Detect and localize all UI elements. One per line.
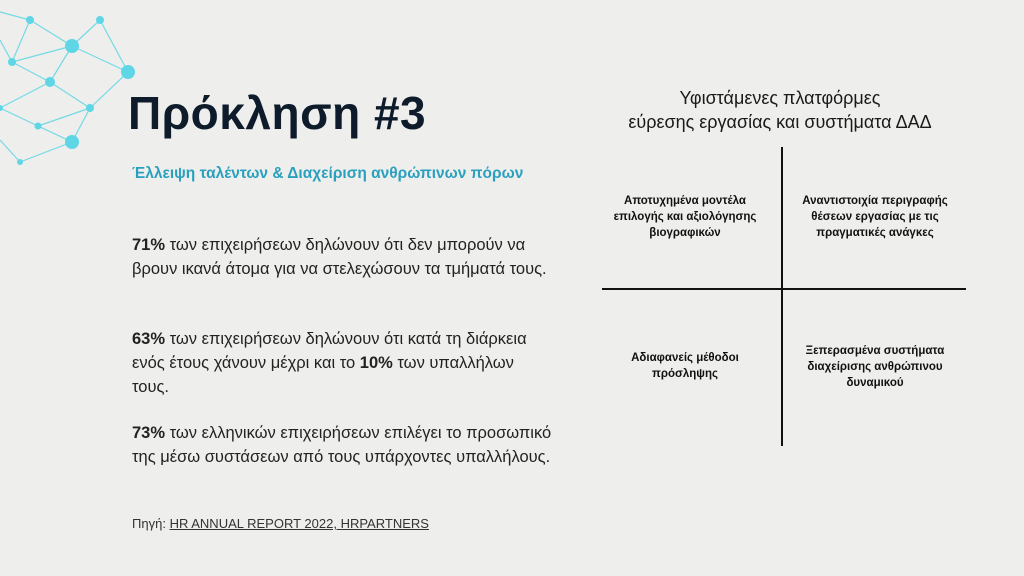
stat-highlight: 63%	[132, 330, 166, 348]
stat-highlight: 73%	[132, 424, 166, 442]
slide-title: Πρόκληση #3	[128, 87, 427, 139]
matrix-quadrant-top-left: Αποτυχημένα μοντέλα επιλογής και αξιολόγησης βιογραφικών	[613, 195, 757, 239]
matrix-title	[590, 86, 970, 134]
matrix-title-line-1: Υφιστάμενες πλατφόρμες	[679, 88, 881, 108]
stat-text: των επιχειρήσεων δηλώνουν ότι δεν μπορούν να βρουν ικανά άτομα για να στελεχώσουν τα τμήματά τους.	[132, 236, 547, 278]
matrix-title-line-2: εύρεσης εργασίας και συστήματα ΔΑΔ	[628, 112, 932, 132]
stat-text: των επιχειρήσεων δηλώνουν ότι κατά τη διάρκεια ενός έτους χάνουν μέχρι και το	[132, 330, 527, 372]
network-graph-icon	[0, 0, 140, 175]
slide-subtitle: Έλλειψη ταλέντων & Διαχείριση ανθρώπινων πόρων	[132, 165, 524, 182]
matrix-horizontal-divider	[602, 288, 966, 290]
stat-text-end: των υπαλλήλων τους.	[132, 354, 514, 396]
stat-text: των ελληνικών επιχειρήσεων επιλέγει το προσωπικό της μέσω συστάσεων από τους υπάρχοντες υπαλλήλους.	[132, 424, 552, 466]
stat-highlight: 71%	[132, 236, 166, 254]
source-citation	[132, 516, 429, 531]
matrix-vertical-divider	[781, 147, 783, 446]
stat-paragraph-3	[132, 421, 552, 469]
source-label: Πηγή:	[132, 516, 170, 531]
matrix-quadrant-bottom-left: Αδιαφανείς μέθοδοι πρόσληψης	[631, 352, 739, 380]
stat-paragraph-2	[132, 327, 552, 399]
source-link[interactable]: HR ANNUAL REPORT 2022, HRPARTNERS	[169, 516, 429, 531]
matrix-quadrant-bottom-right: Ξεπερασμένα συστήματα διαχείρισης ανθρώπινου δυναμικού	[805, 345, 945, 389]
stat-highlight-secondary: 10%	[359, 354, 393, 372]
matrix-quadrant-top-right: Αναντιστοιχία περιγραφής θέσεων εργασίας με τις πραγματικές ανάγκες	[802, 195, 948, 239]
stat-paragraph-1	[132, 233, 552, 281]
